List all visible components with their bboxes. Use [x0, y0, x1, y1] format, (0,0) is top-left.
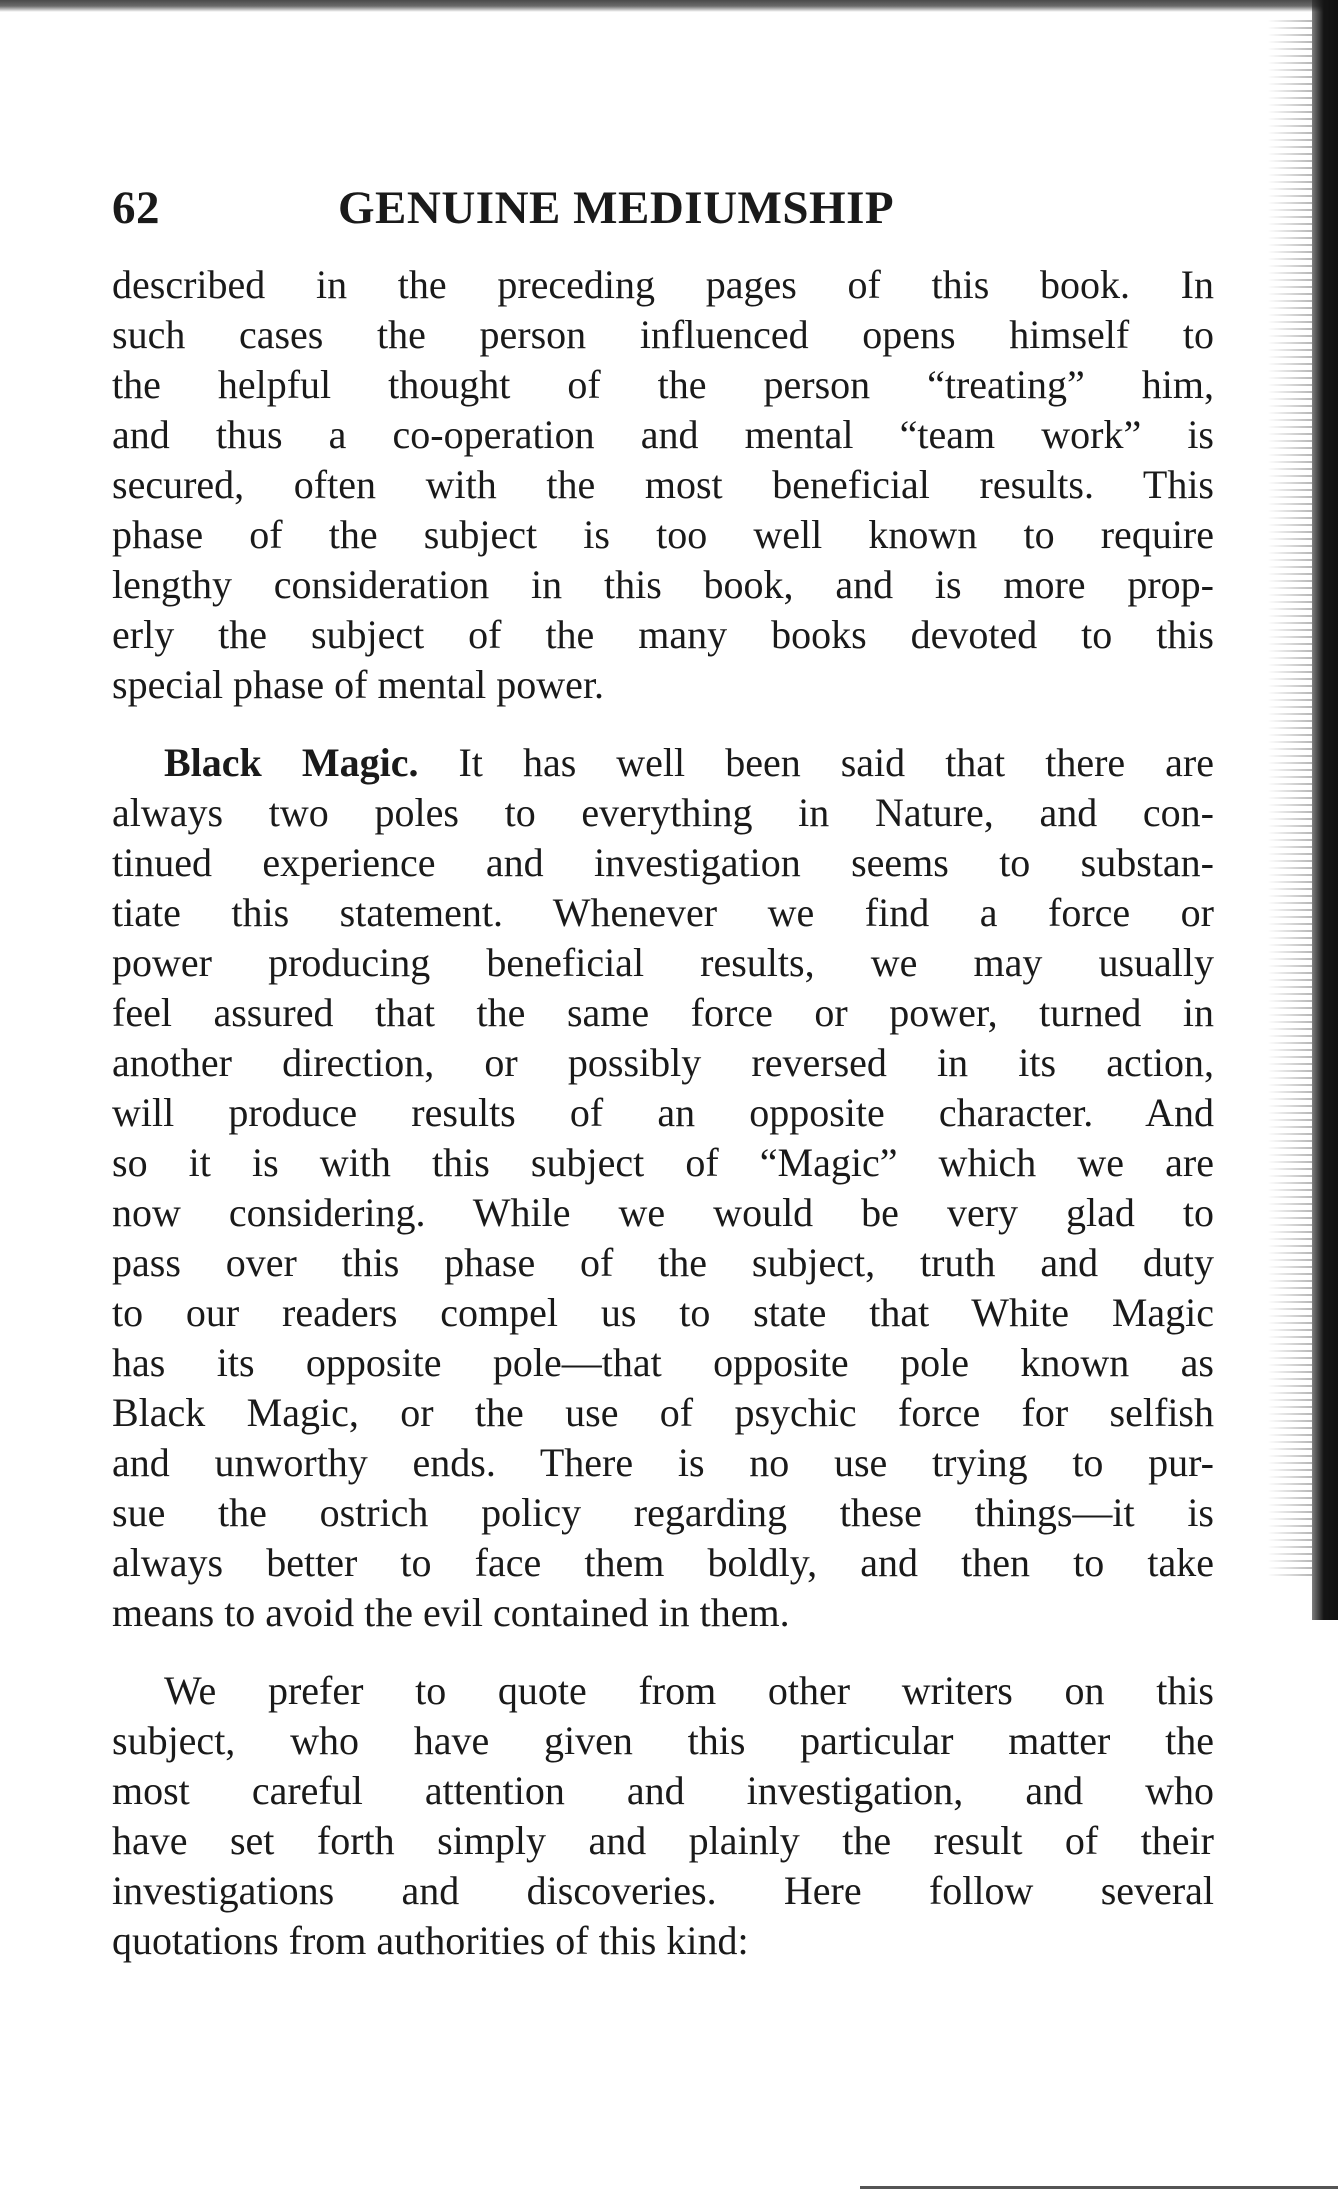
page-number: 62	[112, 182, 160, 234]
text-line: to our readers compel us to state that White Magic	[112, 1290, 1214, 1335]
text-line: tiate this statement. Whenever we find a force or	[112, 890, 1214, 935]
text-line: Black Magic, or the use of psychic force for selfish	[112, 1390, 1214, 1435]
text-line-rest: It has well been said that there are	[418, 740, 1215, 785]
section-run-in-heading: Black Magic.	[164, 740, 419, 785]
text-line: pass over this phase of the subject, truth and duty	[112, 1240, 1214, 1285]
text-line: phase of the subject is too well known to require	[112, 512, 1214, 557]
text-line: have set forth simply and plainly the result of their	[112, 1818, 1214, 1863]
text-line: most careful attention and investigation, and who	[112, 1768, 1214, 1813]
text-line: and unworthy ends. There is no use trying to pur-	[112, 1440, 1214, 1485]
gutter-shadow	[1312, 0, 1338, 1620]
text-line: now considering. While we would be very glad to	[112, 1190, 1214, 1235]
text-line: quotations from authorities of this kind:	[112, 1918, 749, 1963]
text-line: investigations and discoveries. Here follow several	[112, 1868, 1214, 1913]
text-line-first	[164, 737, 1214, 789]
text-line: such cases the person influenced opens himself to	[112, 312, 1214, 357]
running-header	[112, 176, 1212, 240]
text-line: will produce results of an opposite character. And	[112, 1090, 1214, 1135]
page-top-edge-shadow	[0, 0, 1338, 12]
text-line: erly the subject of the many books devoted to this	[112, 612, 1214, 657]
text-line: lengthy consideration in this book, and is more prop-	[112, 562, 1214, 607]
text-line: sue the ostrich policy regarding these things—it is	[112, 1490, 1214, 1535]
text-line: has its opposite pole—that opposite pole known as	[112, 1340, 1214, 1385]
text-line: described in the preceding pages of this book. In	[112, 262, 1214, 307]
running-title: GENUINE MEDIUMSHIP	[338, 182, 895, 234]
text-line: feel assured that the same force or power, turned in	[112, 990, 1214, 1035]
text-line: tinued experience and investigation seems to substan-	[112, 840, 1214, 885]
text-line: secured, often with the most beneficial results. This	[112, 462, 1214, 507]
gutter-scan-noise	[1268, 20, 1312, 1580]
text-line: and thus a co-operation and mental “team work” is	[112, 412, 1214, 457]
text-line: so it is with this subject of “Magic” which we are	[112, 1140, 1214, 1185]
text-line: another direction, or possibly reversed in its action,	[112, 1040, 1214, 1085]
text-line: always two poles to everything in Nature, and con-	[112, 790, 1214, 835]
bottom-edge-rule	[860, 2186, 1338, 2189]
text-line: power producing beneficial results, we may usually	[112, 940, 1214, 985]
text-line: the helpful thought of the person “treating” him,	[112, 362, 1214, 407]
text-line: always better to face them boldly, and then to take	[112, 1540, 1214, 1585]
text-line: We prefer to quote from other writers on this	[164, 1668, 1214, 1713]
text-line: special phase of mental power.	[112, 662, 605, 707]
text-line: subject, who have given this particular matter the	[112, 1718, 1214, 1763]
text-line: means to avoid the evil contained in them.	[112, 1590, 790, 1635]
